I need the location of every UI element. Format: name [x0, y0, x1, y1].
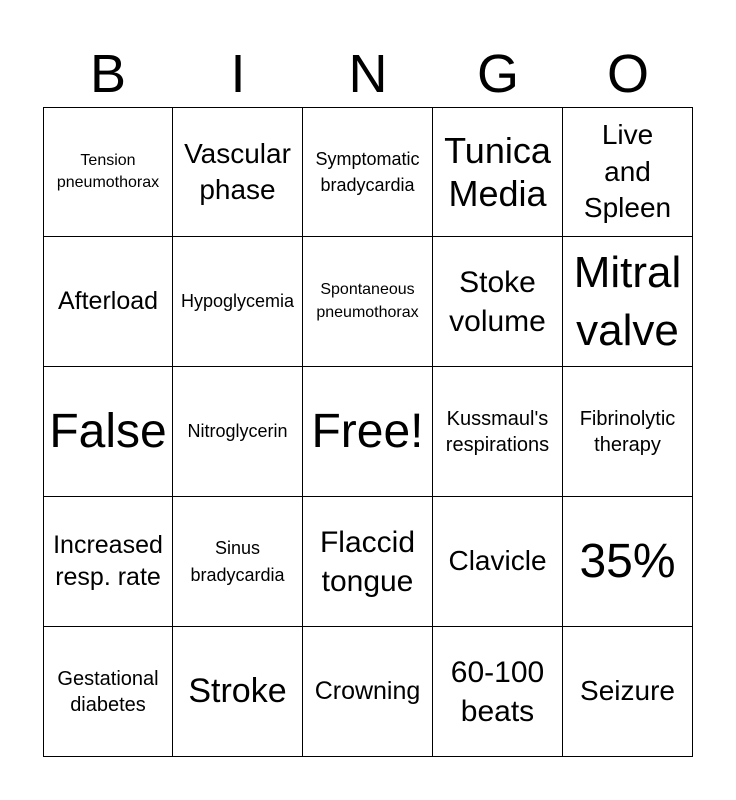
- bingo-cell[interactable]: [303, 367, 433, 497]
- header-letter-b: B: [89, 44, 127, 104]
- bingo-cell[interactable]: [43, 627, 173, 757]
- cell-label: Vascular phase: [184, 137, 291, 205]
- bingo-cell[interactable]: [173, 107, 303, 237]
- cell-label: Flaccid tongue: [319, 525, 416, 598]
- bingo-cell[interactable]: [43, 367, 173, 497]
- cell-label: Tunica Media: [444, 129, 551, 214]
- bingo-cell[interactable]: [563, 497, 693, 627]
- cell-label: Mitral valve: [573, 248, 682, 355]
- bingo-cell[interactable]: [303, 237, 433, 367]
- free-space-label: Free!: [311, 404, 424, 458]
- bingo-cell[interactable]: [173, 367, 303, 497]
- bingo-header: [43, 40, 693, 108]
- bingo-cell[interactable]: [433, 237, 563, 367]
- cell-label: Stoke volume: [449, 265, 546, 338]
- cell-label: Clavicle: [448, 545, 547, 577]
- header-letter-i: I: [230, 44, 246, 104]
- bingo-cell[interactable]: [303, 107, 433, 237]
- cell-label: Hypoglycemia: [180, 291, 295, 312]
- cell-label: Sinus bradycardia: [190, 538, 285, 585]
- bingo-cell[interactable]: [43, 497, 173, 627]
- bingo-cell[interactable]: [433, 367, 563, 497]
- cell-label: Tension pneumothorax: [56, 151, 160, 191]
- bingo-board: [43, 107, 693, 757]
- bingo-cell[interactable]: [303, 627, 433, 757]
- cell-label: Symptomatic bradycardia: [315, 148, 420, 195]
- bingo-cell[interactable]: [563, 627, 693, 757]
- header-letter-n: N: [348, 44, 388, 104]
- bingo-cell[interactable]: [303, 497, 433, 627]
- cell-label: Stroke: [188, 672, 287, 711]
- cell-label: Afterload: [57, 286, 159, 315]
- cell-label: Crowning: [314, 676, 421, 705]
- bingo-cell[interactable]: [433, 107, 563, 237]
- bingo-cell[interactable]: [433, 627, 563, 757]
- bingo-cell[interactable]: [563, 237, 693, 367]
- cell-label: Increased resp. rate: [53, 531, 163, 591]
- cell-label: Gestational diabetes: [57, 667, 159, 716]
- bingo-cell[interactable]: [173, 627, 303, 757]
- bingo-cell[interactable]: [563, 367, 693, 497]
- header-letter-o: O: [606, 44, 649, 104]
- cell-label: Spontaneous pneumothorax: [316, 281, 419, 321]
- cell-label: 60-100 beats: [450, 655, 545, 728]
- bingo-cell[interactable]: [433, 497, 563, 627]
- cell-label: Kussmaul's respirations: [445, 407, 550, 456]
- bingo-cell[interactable]: [173, 237, 303, 367]
- bingo-cell[interactable]: [173, 497, 303, 627]
- cell-label: Fibrinolytic therapy: [579, 407, 676, 456]
- cell-label: 35%: [579, 534, 676, 588]
- cell-label: Live and Spleen: [583, 119, 672, 224]
- bingo-cell[interactable]: [43, 237, 173, 367]
- cell-label: Seizure: [580, 675, 675, 707]
- cell-label: Nitroglycerin: [187, 421, 288, 442]
- bingo-cell[interactable]: [563, 107, 693, 237]
- header-letter-g: G: [476, 44, 519, 104]
- bingo-cell[interactable]: [43, 107, 173, 237]
- cell-label: False: [49, 404, 167, 458]
